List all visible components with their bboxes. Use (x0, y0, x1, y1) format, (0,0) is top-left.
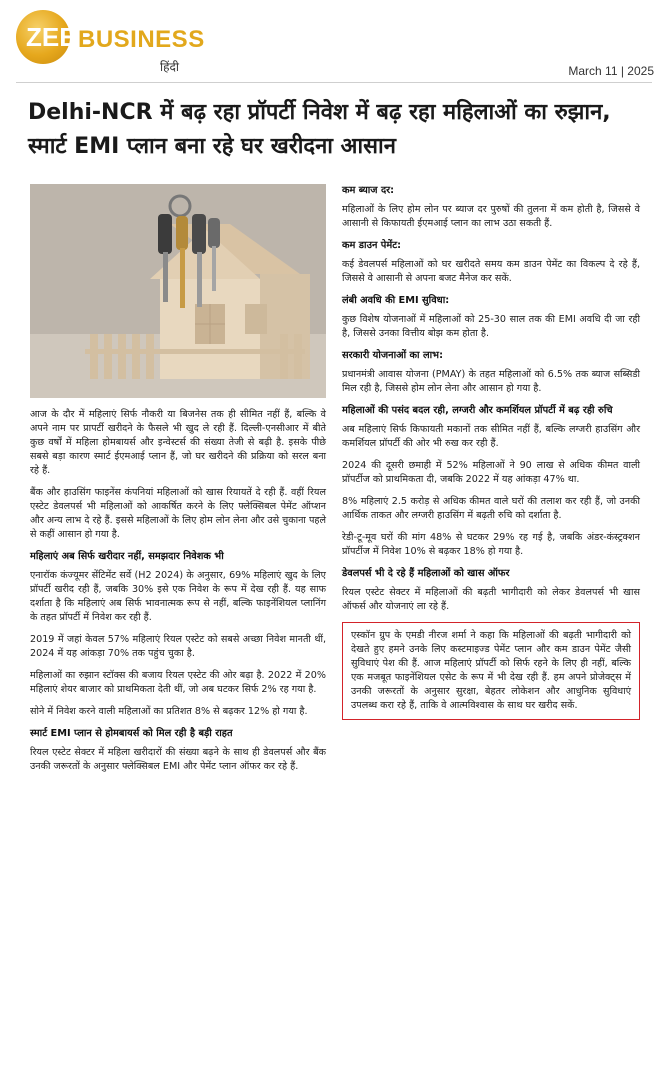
left-paragraph-7: रियल एस्टेट सेक्टर में महिला खरीदारों की संख्या बढ़ने के साथ ही डेवलपर्स और बैंक उनकी जरूरतों के अनुसार फ्लेक्सिबल EMI और पेमेंट प्लान ऑफर कर रहे हैं. (30, 747, 326, 772)
logo-hindi-text: हिंदी (160, 60, 179, 74)
right-paragraph-6: 2024 की दूसरी छमाही में 52% महिलाओं ने 90 लाख से अधिक कीमत वाली प्रॉपर्टीज को प्राथमिकता दी, जबकि 2022 में यह आंकड़ा 47% था. (342, 460, 640, 485)
zee-business-logo (16, 10, 205, 74)
right-paragraph-3: कुछ विशेष योजनाओं में महिलाओं को 25-30 साल तक की EMI अवधि दी जा रही है, जिससे उनका वित्तीय बोझ कम होता है. (342, 314, 640, 339)
publication-date: March 11 | 2025 (568, 64, 654, 78)
right-paragraph-5: अब महिलाएं सिर्फ किफायती मकानों तक सीमित नहीं हैं, बल्कि लग्जरी हाउसिंग और कमर्शियल प्रॉपर्टी की ओर भी रुख कर रही हैं. (342, 424, 640, 449)
right-subheading-5: महिलाओं की पसंद बदल रही, लग्जरी और कमर्शियल प्रॉपर्टी में बढ़ रही रुचि (342, 405, 613, 416)
house-keys-illustration (30, 184, 326, 398)
left-paragraph-1: आज के दौर में महिलाएं सिर्फ नौकरी या बिजनेस तक ही सीमित नहीं हैं, बल्कि वे अपने नाम पर प्रापर्टी खरीदने के फैसले भी खुद ले रही हैं. दिल्ली-एनसीआर में बीते कुछ वर्षों में महिला होमबायर्स और इन्वेस्टर्स की संख्या तेजी से बढ़ी है. इसके पीछे सबसे बड़ा कारण स्मार्ट ईएमआई प्लान हैं, जो घर खरीदने की प्रक्रिया को सरल बना रहे हैं. (30, 409, 326, 476)
right-paragraph-9: रियल एस्टेट सेक्टर में महिलाओं की बढ़ती भागीदारी को लेकर डेवलपर्स भी खास ऑफर्स और योजनाएं ला रहे हैं. (342, 587, 640, 612)
left-column (30, 408, 326, 782)
logo-business-text: BUSINESS (78, 26, 205, 53)
left-paragraph-4: 2019 में जहां केवल 57% महिलाएं रियल एस्टेट को सबसे अच्छा निवेश मानती थीं, 2024 में यह आंकड़ा 70% तक पहुंच चुका है. (30, 634, 326, 659)
right-column (342, 184, 640, 720)
left-paragraph-5: महिलाओं का रुझान स्टॉक्स की बजाय रियल एस्टेट की ओर बढ़ा है. 2022 में 20% महिलाएं शेयर बाजार को प्राथमिकता देती थीं, जो अब घटकर सिर्फ 2% रह गया है. (30, 670, 326, 695)
left-subheading-1: महिलाएं अब सिर्फ खरीदार नहीं, समझदार निवेशक भी (30, 551, 224, 562)
house-keys-photo (30, 184, 326, 398)
masthead-divider (16, 82, 652, 83)
right-subheading-1: कम ब्याज दर: (342, 185, 395, 196)
right-paragraph-8: रेडी-टू-मूव घरों की मांग 48% से घटकर 29% रह गई है, जबकि अंडर-कंस्ट्रक्शन प्रॉपर्टीज में निवेश 10% से बढ़कर 18% हो गया है. (342, 532, 640, 557)
right-paragraph-7: 8% महिलाएं 2.5 करोड़ से अधिक कीमत वाले घरों की तलाश कर रही हैं, जो उनकी आर्थिक ताकत और लग्जरी हाउसिंग में बढ़ती रुचि को दर्शाता है. (342, 496, 640, 521)
quote-callout-box (342, 622, 640, 720)
left-paragraph-2: बैंक और हाउसिंग फाइनेंस कंपनियां महिलाओं को खास रियायतें दे रही हैं. वहीं रियल एस्टेट डेवलपर्स भी महिलाओं को आकर्षित करने के लिए फ्लेक्सिबल पेमेंट ऑप्शन और अन्य लाभ दे रहे हैं. इससे महिलाओं के लिए होम लोन लेना और उसे चुकाना पहले से कहीं आसान हो गया है. (30, 487, 326, 540)
logo-zee-text: ZEE (26, 22, 77, 52)
left-paragraph-3: एनारॉक कंज्यूमर सेंटिमेंट सर्वे (H2 2024) के अनुसार, 69% महिलाएं खुद के लिए प्रॉपर्टी खरीद रही हैं, जबकि 30% इसे एक निवेश के रूप में देख रही हैं. यह साफ दर्शाता है कि महिलाएं अब सिर्फ भावनात्मक रूप से नहीं, बल्कि फाइनेंशियल प्लानिंग के तहत प्रॉपर्टी में निवेश कर रही हैं. (30, 570, 326, 623)
left-subheading-2: स्मार्ट EMI प्लान से होमबायर्स को मिल रही है बड़ी राहत (30, 728, 233, 739)
right-subheading-3: लंबी अवधि की EMI सुविधा: (342, 295, 450, 306)
callout-quote-text: एस्कॉन ग्रुप के एमडी नीरज शर्मा ने कहा कि महिलाओं की बढ़ती भागीदारी को देखते हुए हमने उनके लिए कस्टमाइज्ड पेमेंट प्लान और कम डाउन पेमेंट जैसी सुविधाएं पेश की हैं. आज महिलाएं प्रॉपर्टी को सिर्फ रहने के लिए ही नहीं, बल्कि एक मजबूत फाइनेंशियल एसेट के रूप में भी देख रही हैं. हम अपने प्रोजेक्ट्स में उनकी जरूरतों के अनुसार सुरक्षा, बेहतर लोकेशन और आधुनिक सुविधाएं उपलब्ध करा रहे हैं, ताकि वे आत्मविश्वास के साथ घर खरीद सकें. (351, 630, 631, 711)
right-paragraph-4: प्रधानमंत्री आवास योजना (PMAY) के तहत महिलाओं को 6.5% तक ब्याज सब्सिडी मिल रही है, जिससे होम लोन लेना और आसान हो गया है. (342, 369, 640, 394)
left-paragraph-6: सोने में निवेश करने वाली महिलाओं का प्रतिशत 8% से बढ़कर 12% हो गया है. (30, 706, 308, 717)
right-paragraph-1: महिलाओं के लिए होम लोन पर ब्याज दर पुरुषों की तुलना में कम होती है, जिससे वे आसानी से किफायती ईएमआई प्लान का लाभ उठा सकती हैं. (342, 204, 640, 229)
right-subheading-4: सरकारी योजनाओं का लाभ: (342, 350, 443, 361)
right-paragraph-2: कई डेवलपर्स महिलाओं को घर खरीदते समय कम डाउन पेमेंट का विकल्प दे रहे हैं, जिससे वे आसानी से अपना बजट मैनेज कर सकें. (342, 259, 640, 284)
article-headline: Delhi-NCR में बढ़ रहा प्रॉपर्टी निवेश में बढ़ रहा महिलाओं का रुझान, स्मार्ट EMI प्लान बना रहे घर खरीदना आसान (28, 100, 611, 159)
right-subheading-2: कम डाउन पेमेंट: (342, 240, 402, 251)
right-subheading-6: डेवलपर्स भी दे रहे हैं महिलाओं को खास ऑफर (342, 568, 510, 579)
